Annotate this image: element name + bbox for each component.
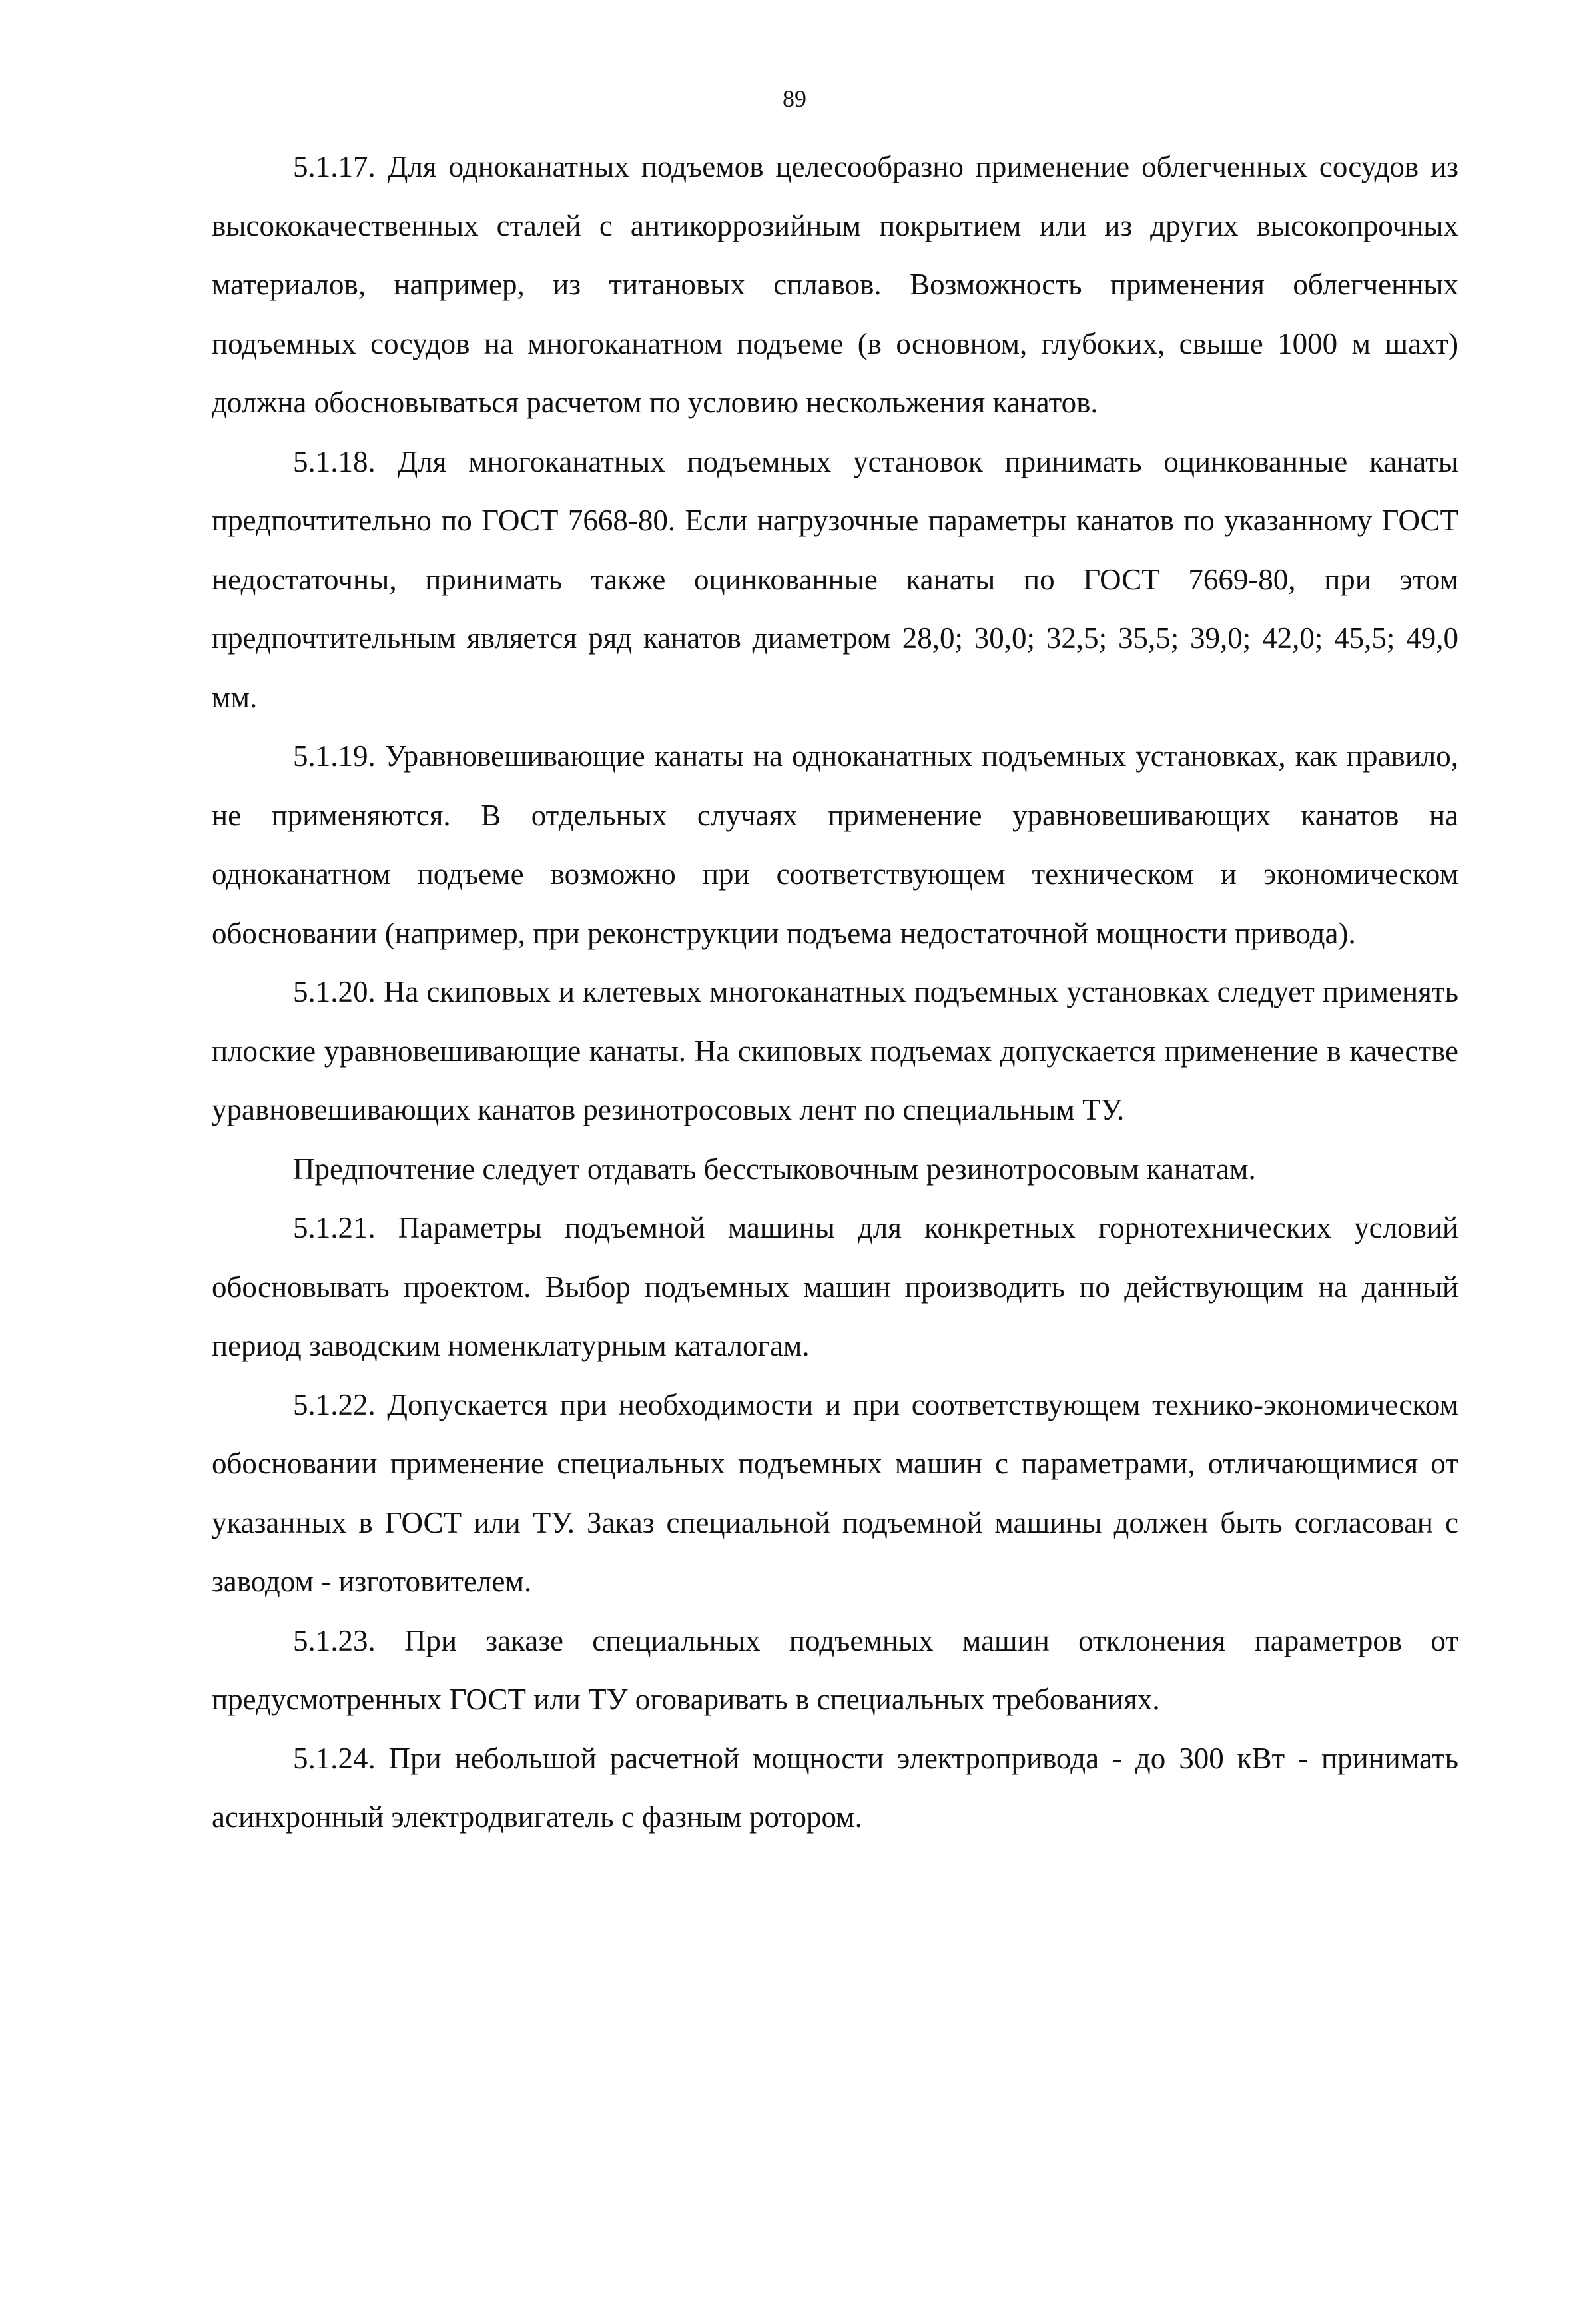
paragraph-preference: Предпочтение следует отдавать бесстыковочным резинотросовым канатам. <box>293 1152 1256 1186</box>
paragraph-5-1-18: 5.1.18. Для многоканатных подъемных установок принимать оцинкованные канаты предпочтительно по ГОСТ 7668-80. Если нагрузочные параметры канатов по указанному ГОСТ недостаточны, принимать также оцинкованные канаты по ГОСТ 7669-80, при этом предпочтительным является ряд канатов диаметром 28,0; 30,0; 32,5; 35,5; 39,0; 42,0; 45,5; 49,0 мм. <box>212 444 1458 714</box>
page-number: 89 <box>783 85 806 112</box>
paragraph-5-1-21: 5.1.21. Параметры подъемной машины для конкретных горнотехнических условий обосновывать проектом. Выбор подъемных машин производить по действующим на данный период заводским номенклатурным каталогам. <box>212 1211 1458 1362</box>
paragraph-5-1-17: 5.1.17. Для одноканатных подъемов целесообразно применение облегченных сосудов из высококачественных сталей с антикоррозийным покрытием или из других высокопрочных материалов, например, из титановых сплавов. Возможность применения облегченных подъемных сосудов на многоканатном подъеме (в основном, глубоких, свыше 1000 м шахт) должна обосновываться расчетом по условию нескольжения канатов. <box>212 150 1458 419</box>
paragraph-5-1-19: 5.1.19. Уравновешивающие канаты на одноканатных подъемных установках, как правило, не применяются. В отдельных случаях применение уравновешивающих канатов на одноканатном подъеме возможно при соответствующем техническом и экономическом обосновании (например, при реконструкции подъема недостаточной мощности привода). <box>212 739 1458 950</box>
document-body <box>212 137 1458 1847</box>
paragraph-5-1-22: 5.1.22. Допускается при необходимости и при соответствующем технико-экономическом обосновании применение специальных подъемных машин с параметрами, отличающимися от указанных в ГОСТ или ТУ. Заказ специальной подъемной машины должен быть согласован с заводом - изготовителем. <box>212 1387 1458 1598</box>
paragraph-5-1-23: 5.1.23. При заказе специальных подъемных машин отклонения параметров от предусмотренных ГОСТ или ТУ оговаривать в специальных требованиях. <box>212 1623 1458 1716</box>
paragraph-5-1-24: 5.1.24. При небольшой расчетной мощности электропривода - до 300 кВт - принимать асинхронный электродвигатель с фазным ротором. <box>212 1741 1458 1834</box>
paragraph-5-1-20: 5.1.20. На скиповых и клетевых многоканатных подъемных установках следует применять плоские уравновешивающие канаты. На скиповых подъемах допускается применение в качестве уравновешивающих канатов резинотросовых лент по специальным ТУ. <box>212 975 1458 1126</box>
